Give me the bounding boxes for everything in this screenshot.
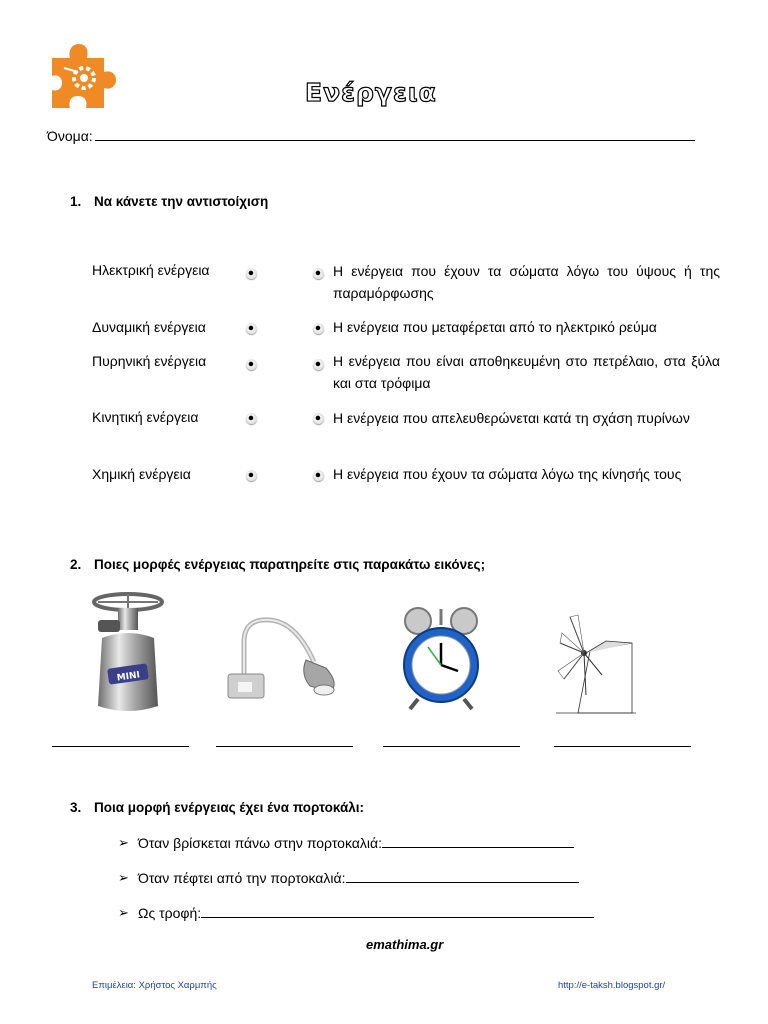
question-number: 1.	[70, 194, 82, 209]
answer-blank[interactable]	[216, 745, 353, 747]
alarm-clock-image	[398, 605, 484, 713]
term-electric: Ηλεκτρική ενέργεια	[92, 262, 210, 278]
match-dot-left[interactable]	[246, 470, 257, 481]
definition	[300, 407, 720, 429]
question-1	[70, 194, 268, 209]
question-text: Ποια μορφή ενέργειας έχει ένα πορτοκάλι:	[94, 800, 365, 815]
puzzle-logo-icon	[46, 42, 120, 110]
answer-blank[interactable]	[346, 869, 579, 883]
desk-lamp-image	[222, 612, 340, 704]
answer-blank[interactable]	[383, 745, 520, 747]
match-dot-left[interactable]	[246, 323, 257, 334]
answer-blank[interactable]	[52, 745, 189, 747]
answer-blank[interactable]	[554, 745, 691, 747]
site-name: emathima.gr	[366, 937, 444, 952]
arrow-bullet-icon: ➢	[118, 870, 129, 885]
match-dot-left[interactable]	[246, 268, 257, 279]
gas-stove-image	[88, 588, 168, 716]
definition-text: Η ενέργεια που είναι αποθηκευμένη στο πετρέλαιο, στα ξύλα και στα τρόφιμα	[333, 353, 720, 391]
page-title: Ενέργεια	[305, 78, 437, 107]
question-number: 3.	[70, 800, 82, 815]
definition-text: Η ενέργεια που μεταφέρεται από το ηλεκτρικό ρεύμα	[333, 319, 657, 335]
arrow-bullet-icon: ➢	[118, 835, 129, 850]
definition	[300, 463, 720, 485]
answer-blank[interactable]	[201, 904, 594, 918]
definition	[300, 316, 720, 338]
name-field[interactable]	[47, 127, 695, 144]
windmill-image	[556, 613, 636, 717]
name-label: Όνομα:	[47, 128, 93, 144]
definition-text: Η ενέργεια που απελευθερώνεται κατά τη σχάση πυρίνων	[333, 410, 690, 426]
arrow-bullet-icon: ➢	[118, 905, 129, 920]
orange-item-2	[138, 869, 579, 886]
match-dot-left[interactable]	[246, 413, 257, 424]
match-dot-left[interactable]	[246, 359, 257, 370]
question-text: Να κάνετε την αντιστοίχιση	[94, 194, 269, 209]
definition-text: Η ενέργεια που έχουν τα σώματα λόγω του ύψους ή της παραμόρφωσης	[333, 263, 720, 301]
answer-blank[interactable]	[382, 834, 574, 848]
term-potential: Δυναμική ενέργεια	[92, 319, 206, 335]
item-text: Όταν βρίσκεται πάνω στην πορτοκαλιά:	[138, 835, 382, 851]
term-kinetic: Κινητική ενέργεια	[92, 409, 199, 425]
name-blank[interactable]	[95, 127, 695, 141]
definition-text: Η ενέργεια που έχουν τα σώματα λόγω της κίνησής τους	[333, 466, 682, 482]
term-chemical: Χημική ενέργεια	[92, 466, 191, 482]
orange-item-3	[138, 904, 594, 921]
stove-label: MINI	[116, 670, 141, 684]
definition	[300, 260, 720, 304]
term-nuclear: Πυρηνική ενέργεια	[92, 353, 207, 369]
question-2	[70, 557, 485, 572]
question-text: Ποιες μορφές ενέργειας παρατηρείτε στις παρακάτω εικόνες;	[94, 557, 486, 572]
question-number: 2.	[70, 557, 82, 572]
footer-author: Επιμέλεια: Χρήστος Χαρμπής	[92, 980, 217, 991]
footer-link[interactable]: http://e-taksh.blogspot.gr/	[558, 980, 666, 991]
item-text: Ως τροφή:	[138, 905, 202, 921]
orange-item-1	[138, 834, 574, 851]
item-text: Όταν πέφτει από την πορτοκαλιά:	[138, 870, 346, 886]
definition	[300, 350, 720, 394]
question-3	[70, 800, 364, 815]
